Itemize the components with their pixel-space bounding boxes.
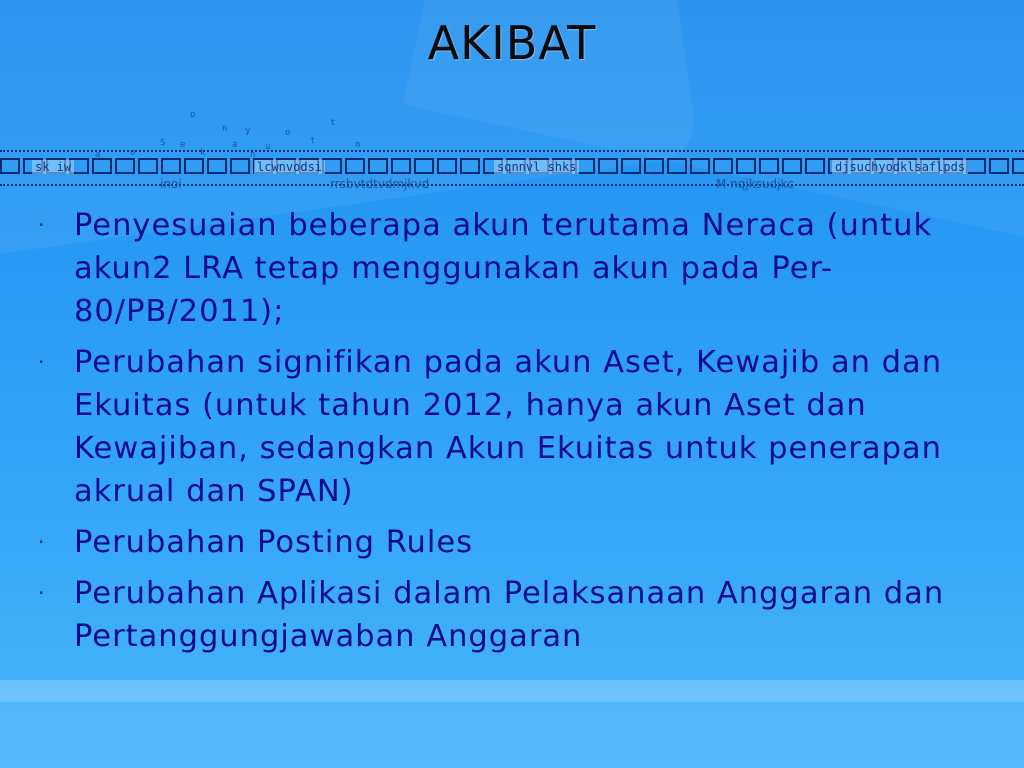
decorative-letter: t bbox=[330, 118, 336, 128]
decorative-letter: S bbox=[160, 138, 166, 148]
film-cell bbox=[92, 158, 112, 174]
bullet-item bbox=[38, 204, 998, 333]
film-cell bbox=[989, 158, 1009, 174]
film-cell bbox=[759, 158, 779, 174]
under-label: inoi bbox=[160, 177, 182, 191]
film-cell bbox=[598, 158, 618, 174]
decorative-letter: t bbox=[310, 136, 316, 146]
decorative-letter: e bbox=[180, 140, 186, 150]
film-cell bbox=[184, 158, 204, 174]
strip-label: sk iw bbox=[32, 160, 74, 174]
under-label: rrsbvtdtvdmjkvd bbox=[330, 177, 430, 191]
film-cell bbox=[966, 158, 986, 174]
strip-label: djsuchyodklsaflpds bbox=[832, 160, 968, 174]
bullet-text: Perubahan Aplikasi dalam Pelaksanaan Anggaran dan Pertanggungjawaban Anggaran bbox=[74, 576, 945, 654]
film-cell bbox=[207, 158, 227, 174]
strip-label: lcwnvodsi bbox=[254, 160, 325, 174]
decorative-letter: k bbox=[200, 148, 206, 158]
film-cell bbox=[391, 158, 411, 174]
bullet-marker: · bbox=[38, 581, 46, 605]
film-cell bbox=[621, 158, 641, 174]
bullet-item bbox=[38, 572, 998, 658]
film-cell bbox=[0, 158, 20, 174]
film-cell bbox=[1012, 158, 1024, 174]
slide-title: AKIBAT bbox=[427, 16, 597, 70]
bullet-text: Perubahan Posting Rules bbox=[74, 525, 473, 560]
decorative-letter: o bbox=[190, 110, 196, 120]
decorative-letter: n bbox=[222, 124, 228, 134]
film-cell bbox=[782, 158, 802, 174]
film-cell bbox=[667, 158, 687, 174]
film-cell bbox=[437, 158, 457, 174]
film-cell bbox=[115, 158, 135, 174]
film-cell bbox=[138, 158, 158, 174]
decorative-letter: u bbox=[265, 142, 271, 152]
bullet-marker: · bbox=[38, 530, 46, 554]
strip-label: sqnnvl shks bbox=[494, 160, 579, 174]
bullet-list bbox=[38, 204, 998, 666]
film-cell bbox=[713, 158, 733, 174]
film-cell bbox=[644, 158, 664, 174]
decorative-letter: a bbox=[232, 140, 238, 150]
bullet-marker: · bbox=[38, 350, 46, 374]
film-cell bbox=[414, 158, 434, 174]
bullet-text: Penyesuaian beberapa akun terutama Neraca (untuk akun2 LRA tetap menggunakan akun pada Per-80/PB/2011); bbox=[74, 208, 933, 329]
footer-band bbox=[0, 702, 1024, 768]
under-label: M nqjksudjkc bbox=[716, 177, 795, 191]
decorative-letter: a bbox=[95, 150, 101, 160]
footer-band bbox=[0, 680, 1024, 702]
bullet-item bbox=[38, 521, 998, 564]
film-cell bbox=[345, 158, 365, 174]
decorative-letter: n bbox=[250, 150, 256, 160]
decorative-letter: y bbox=[245, 126, 251, 136]
film-cell bbox=[690, 158, 710, 174]
decorative-letter: o bbox=[285, 128, 291, 138]
film-cell bbox=[230, 158, 250, 174]
decorative-letter: n bbox=[355, 140, 361, 150]
film-cell bbox=[460, 158, 480, 174]
decorative-letter: o bbox=[130, 148, 136, 158]
film-cell bbox=[805, 158, 825, 174]
bullet-item bbox=[38, 341, 998, 513]
film-cell bbox=[368, 158, 388, 174]
bullet-marker: · bbox=[38, 213, 46, 237]
film-cell bbox=[736, 158, 756, 174]
film-cell bbox=[161, 158, 181, 174]
bullet-text: Perubahan signifikan pada akun Aset, Kewajib an dan Ekuitas (untuk tahun 2012, hanya akun Aset dan Kewajiban, sedangkan Akun Ekuitas untuk penerapan akrual dan SPAN) bbox=[74, 345, 943, 509]
